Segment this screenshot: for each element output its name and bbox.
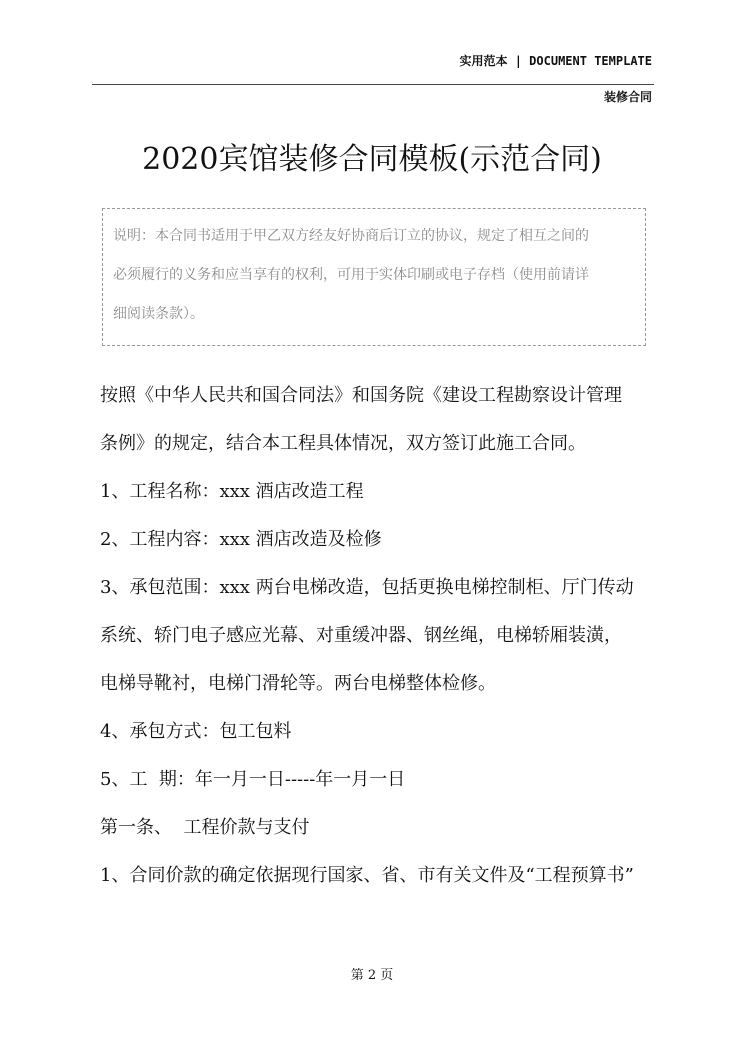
body-paragraph: 2、工程内容：xxx 酒店改造及检修 bbox=[100, 529, 382, 550]
note-box bbox=[102, 208, 646, 346]
body-paragraph: 5、工 期：年一月一日-----年一月一日 bbox=[100, 769, 406, 790]
body-paragraph: 1、工程名称：xxx 酒店改造工程 bbox=[100, 481, 364, 502]
body-paragraph: 3、承包范围：xxx 两台电梯改造，包括更换电梯控制柜、厅门传动 bbox=[100, 577, 634, 598]
note-line: 说明：本合同书适用于甲乙双方经友好协商后订立的协议，规定了相互之间的 bbox=[113, 228, 589, 244]
body-paragraph: 1、合同价款的确定依据现行国家、省、市有关文件及“工程预算书” bbox=[100, 865, 634, 886]
header-brand: 实用范本 | DOCUMENT TEMPLATE bbox=[459, 54, 652, 68]
page-number: 第 2 页 bbox=[350, 968, 394, 983]
body-paragraph: 第一条、 工程价款与支付 bbox=[100, 817, 310, 838]
document-body bbox=[100, 372, 656, 900]
header-divider bbox=[92, 84, 654, 85]
body-paragraph: 系统、轿门电子感应光幕、对重缓冲器、钢丝绳，电梯轿厢装潢， bbox=[100, 625, 622, 646]
note-line: 必须履行的义务和应当享有的权利，可用于实体印刷或电子存档（使用前请详 bbox=[113, 267, 589, 283]
body-paragraph: 电梯导靴衬，电梯门滑轮等。两台电梯整体检修。 bbox=[100, 673, 496, 694]
document-title: 2020宾馆装修合同模板(示范合同) bbox=[142, 142, 602, 177]
header-subtitle: 装修合同 bbox=[603, 90, 652, 104]
note-line: 细阅读条款）。 bbox=[113, 306, 204, 322]
body-paragraph: 4、承包方式：包工包料 bbox=[100, 721, 292, 742]
body-paragraph: 条例》的规定，结合本工程具体情况，双方签订此施工合同。 bbox=[100, 433, 586, 454]
body-paragraph: 按照《中华人民共和国合同法》和国务院《建设工程勘察设计管理 bbox=[100, 385, 622, 406]
